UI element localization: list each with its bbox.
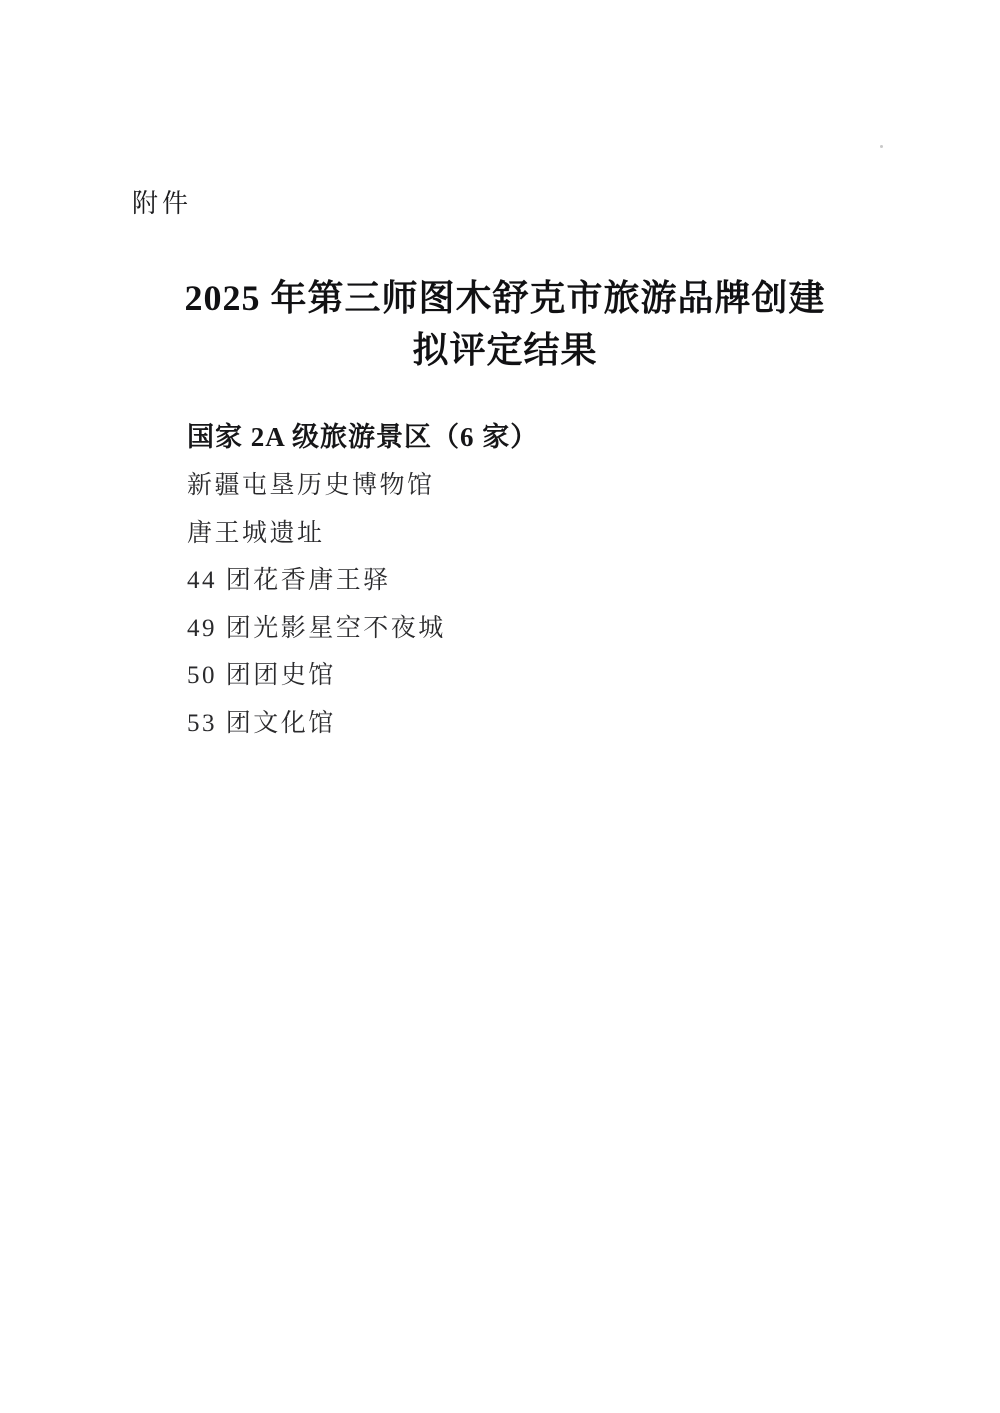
- list-item: 50 团团史馆: [187, 662, 336, 690]
- list-item: 53 团文化馆: [187, 709, 336, 737]
- scenic-spot-list: [187, 462, 446, 748]
- list-item: 新疆屯垦历史博物馆: [187, 472, 435, 499]
- list-item: 49 团光影星空不夜城: [187, 614, 446, 642]
- scan-artifact: [880, 145, 883, 148]
- list-item: 唐王城遗址: [187, 519, 325, 547]
- attachment-label: 附件: [132, 188, 193, 218]
- section-heading: 国家 2A 级旅游景区（6 家）: [187, 422, 539, 452]
- document-title-line-2: 拟评定结果: [412, 330, 598, 370]
- document-title: [0, 272, 1000, 376]
- list-item: 44 团花香唐王驿: [187, 567, 391, 595]
- document-title-line-1: 2025 年第三师图木舒克市旅游品牌创建: [184, 278, 826, 318]
